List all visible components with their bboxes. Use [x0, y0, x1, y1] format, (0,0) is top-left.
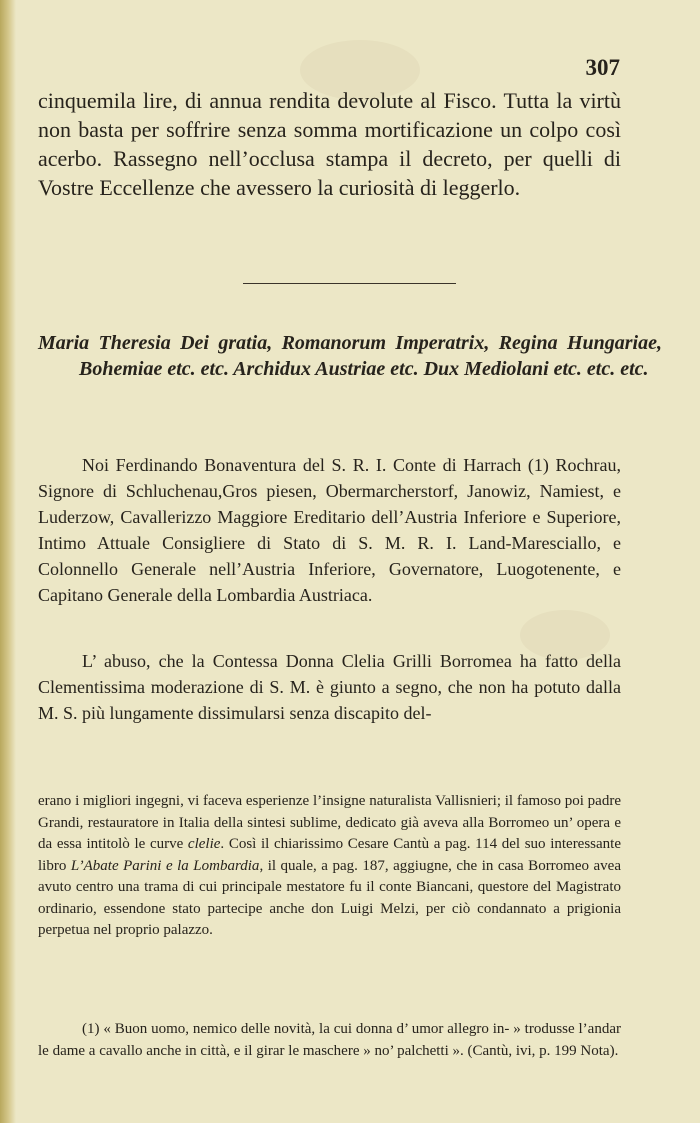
- decree-heading: Maria Theresia Dei gratia, Romanorum Imperatrix, Regina Hungariae, Bohemiae etc. etc. Archidux Austriae etc. Dux Mediolani etc. etc. etc.: [38, 332, 662, 380]
- footnote-italic-term: clelie: [187, 836, 221, 852]
- section-divider: [243, 283, 456, 284]
- page-number: 307: [585, 55, 620, 80]
- footnote-continued: [38, 791, 621, 942]
- footnote-text: , il quale, a pag. 187, aggiugne, che in casa Borromeo avea avuto centro una trama di cui principale mestatore fu il conte Biancani, questore del Magistrato ordinario, essendone stato partecipe anche don Luigi Melzi, per ciò condannato a prigionia perpetua nel proprio palazzo.: [38, 857, 621, 938]
- footnote-text: . Così il chiarissimo Cesare Cantù a pag. 114 del suo interessante libro: [38, 836, 622, 874]
- decree-body-paragraph-2: L’ abuso, che la Contessa Donna Clelia Grilli Borromea ha fatto della Clementissima moderazione di S. M. è giunto a segno, che non ha potuto dalla M. S. più lungamente dissimularsi senza discapito del-: [38, 651, 621, 723]
- footnote-text: erano i migliori ingegni, vi faceva esperienze l’insigne naturalista Vallisnieri; il famoso poi padre Grandi, restauratore in Italia della sintesi sublime, dedicato già aveva alla Borromeo un’ opera e da essa intitolò le curve: [38, 793, 621, 852]
- decree-body-paragraph-1: Noi Ferdinando Bonaventura del S. R. I. Conte di Harrach (1) Rochrau, Signore di Schluchenau,Gros piesen, Obermarcherstorf, Janowiz, Namiest, e Luderzow, Cavallerizzo Maggiore Ereditario dell’Austria Inferiore e Superiore, Intimo Attuale Consigliere di Stato di S. M. R. I. Land-Maresciallo, e Colonnello Generale nell’Austria Inferiore, Governatore, Luogotenente, e Capitano Generale della Lombardia Austriaca.: [38, 455, 621, 605]
- intro-paragraph: cinquemila lire, di annua rendita devolute al Fisco. Tutta la virtù non basta per soffrire senza somma mortificazione un colpo così acerbo. Rassegno nell’occlusa stampa il decreto, per quelli di Vostre Eccellenze che avessero la curiosità di leggerlo.: [38, 88, 621, 200]
- footnote-1: (1) « Buon uomo, nemico delle novità, la cui donna d’ umor allegro in- » trodusse l’andar le dame a cavallo anche in città, e il girar le maschere » no’ palchetti ». (Cantù, ivi, p. 199 Nota).: [38, 1021, 621, 1059]
- footnote-book-title: L’Abate Parini e la Lombardia: [70, 857, 260, 874]
